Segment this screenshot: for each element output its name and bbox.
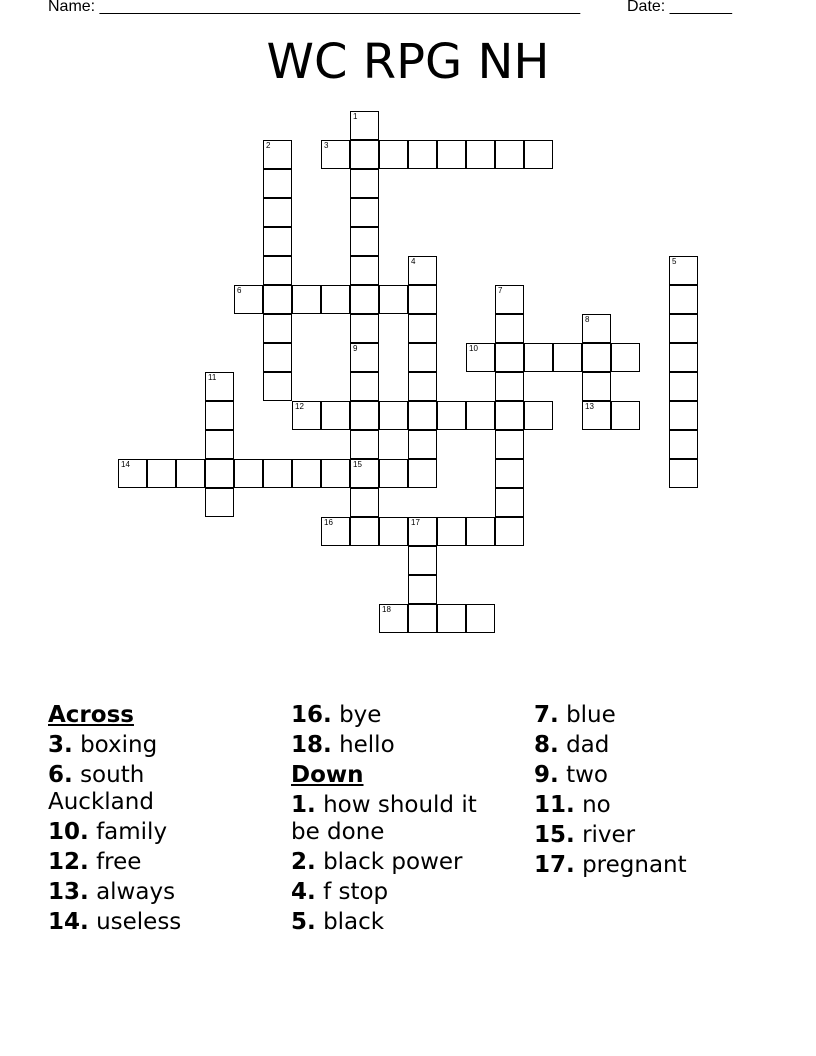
crossword-cell[interactable]: [669, 256, 698, 285]
crossword-cell[interactable]: [466, 140, 495, 169]
crossword-cell[interactable]: [466, 343, 495, 372]
crossword-cell[interactable]: [669, 401, 698, 430]
crossword-cell[interactable]: [669, 314, 698, 343]
crossword-cell[interactable]: [611, 343, 640, 372]
crossword-cell[interactable]: [669, 372, 698, 401]
crossword-cell[interactable]: [350, 372, 379, 401]
crossword-cell[interactable]: [263, 285, 292, 314]
crossword-cell[interactable]: [408, 140, 437, 169]
crossword-cell[interactable]: [321, 459, 350, 488]
crossword-cell[interactable]: [205, 401, 234, 430]
crossword-cell[interactable]: [495, 140, 524, 169]
crossword-cell[interactable]: [379, 604, 408, 633]
crossword-cell[interactable]: [495, 459, 524, 488]
clue-column-3: [534, 702, 734, 882]
clue-number: 5: [672, 257, 677, 266]
across-heading: Across: [48, 702, 134, 728]
crossword-cell[interactable]: [292, 285, 321, 314]
crossword-cell[interactable]: [466, 604, 495, 633]
crossword-cell[interactable]: [350, 401, 379, 430]
crossword-cell[interactable]: [263, 140, 292, 169]
crossword-cell[interactable]: [205, 488, 234, 517]
crossword-cell[interactable]: [611, 401, 640, 430]
crossword-cell[interactable]: [118, 459, 147, 488]
clue-down-1: 1. how should it be done: [291, 792, 477, 845]
clue-number: 16: [324, 518, 333, 527]
clue-across-10: 10. family: [48, 819, 168, 845]
crossword-cell[interactable]: [379, 459, 408, 488]
clue-number: 15: [353, 460, 362, 469]
crossword-cell[interactable]: [263, 256, 292, 285]
crossword-cell[interactable]: [321, 517, 350, 546]
crossword-cell[interactable]: [350, 314, 379, 343]
clue-across-18: 18. hello: [291, 732, 395, 758]
crossword-cell[interactable]: [408, 256, 437, 285]
crossword-cell[interactable]: [408, 546, 437, 575]
clue-number: 14: [121, 460, 130, 469]
clue-across-6: 6. south Auckland: [48, 762, 154, 815]
clue-down-17: 17. pregnant: [534, 852, 687, 878]
clue-number: 10: [469, 344, 478, 353]
clue-across-14: 14. useless: [48, 909, 182, 935]
crossword-cell[interactable]: [669, 430, 698, 459]
crossword-cell[interactable]: [350, 227, 379, 256]
crossword-cell[interactable]: [350, 256, 379, 285]
clue-across-12: 12. free: [48, 849, 142, 875]
crossword-cell[interactable]: [292, 401, 321, 430]
crossword-cell[interactable]: [379, 401, 408, 430]
clue-column-2: [291, 702, 491, 939]
clue-down-15: 15. river: [534, 822, 636, 848]
crossword-cell[interactable]: [350, 111, 379, 140]
clue-across-13: 13. always: [48, 879, 176, 905]
crossword-cell[interactable]: [263, 169, 292, 198]
crossword-cell[interactable]: [263, 459, 292, 488]
crossword-cell[interactable]: [495, 285, 524, 314]
crossword-cell[interactable]: [495, 488, 524, 517]
crossword-cell[interactable]: [553, 343, 582, 372]
crossword-cell[interactable]: [379, 517, 408, 546]
crossword-cell[interactable]: [495, 343, 524, 372]
clue-across-3: 3. boxing: [48, 732, 158, 758]
crossword-cell[interactable]: [582, 314, 611, 343]
date-label: Date: _______: [627, 0, 732, 15]
crossword-cell[interactable]: [495, 372, 524, 401]
crossword-cell[interactable]: [350, 198, 379, 227]
crossword-cell[interactable]: [408, 604, 437, 633]
crossword-cell[interactable]: [466, 401, 495, 430]
crossword-cell[interactable]: [350, 285, 379, 314]
crossword-cell[interactable]: [495, 430, 524, 459]
crossword-cell[interactable]: [669, 343, 698, 372]
crossword-cell[interactable]: [437, 517, 466, 546]
crossword-cell[interactable]: [263, 343, 292, 372]
crossword-cell[interactable]: [466, 517, 495, 546]
clue-down-2: 2. black power: [291, 849, 463, 875]
clue-across-16: 16. bye: [291, 702, 382, 728]
crossword-cell[interactable]: [408, 314, 437, 343]
crossword-cell[interactable]: [147, 459, 176, 488]
crossword-cell[interactable]: [582, 343, 611, 372]
clue-number: 12: [295, 402, 304, 411]
crossword-cell[interactable]: [582, 401, 611, 430]
crossword-cell[interactable]: [263, 314, 292, 343]
crossword-cell[interactable]: [205, 372, 234, 401]
crossword-cell[interactable]: [408, 575, 437, 604]
crossword-cell[interactable]: [321, 285, 350, 314]
crossword-cell[interactable]: [495, 314, 524, 343]
crossword-cell[interactable]: [437, 140, 466, 169]
crossword-cell[interactable]: [437, 604, 466, 633]
crossword-cell[interactable]: [205, 430, 234, 459]
crossword-cell[interactable]: [350, 459, 379, 488]
crossword-cell[interactable]: [350, 169, 379, 198]
clue-number: 18: [382, 605, 391, 614]
crossword-cell[interactable]: [350, 488, 379, 517]
clue-down-5: 5. black: [291, 909, 385, 935]
clue-number: 2: [266, 141, 271, 150]
crossword-cell[interactable]: [263, 227, 292, 256]
puzzle-title: WC RPG NH: [266, 34, 550, 90]
crossword-cell[interactable]: [408, 285, 437, 314]
clue-down-4: 4. f stop: [291, 879, 389, 905]
clue-down-11: 11. no: [534, 792, 611, 818]
crossword-cell[interactable]: [524, 140, 553, 169]
crossword-cell[interactable]: [321, 401, 350, 430]
crossword-cell[interactable]: [350, 343, 379, 372]
clue-number: 11: [208, 373, 217, 382]
clue-number: 9: [353, 344, 358, 353]
crossword-cell[interactable]: [350, 430, 379, 459]
down-heading: Down: [291, 762, 364, 788]
crossword-cell[interactable]: [669, 285, 698, 314]
crossword-cell[interactable]: [350, 140, 379, 169]
clue-number: 17: [411, 518, 420, 527]
crossword-cell[interactable]: [263, 198, 292, 227]
crossword-cell[interactable]: [437, 401, 466, 430]
crossword-cell[interactable]: [524, 401, 553, 430]
crossword-cell[interactable]: [495, 401, 524, 430]
clue-number: 7: [498, 286, 503, 295]
crossword-cell[interactable]: [669, 459, 698, 488]
clue-number: 1: [353, 112, 358, 121]
crossword-cell[interactable]: [524, 343, 553, 372]
crossword-cell[interactable]: [205, 459, 234, 488]
clue-list: [48, 702, 788, 962]
crossword-cell[interactable]: [176, 459, 205, 488]
clue-down-7: 7. blue: [534, 702, 616, 728]
clue-number: 13: [585, 402, 594, 411]
clue-down-8: 8. dad: [534, 732, 610, 758]
crossword-cell[interactable]: [408, 459, 437, 488]
crossword-cell[interactable]: [408, 430, 437, 459]
crossword-cell[interactable]: [292, 459, 321, 488]
crossword-cell[interactable]: [408, 372, 437, 401]
crossword-cell[interactable]: [321, 140, 350, 169]
clue-down-9: 9. two: [534, 762, 608, 788]
crossword-cell[interactable]: [350, 517, 379, 546]
crossword-cell[interactable]: [408, 517, 437, 546]
crossword-cell[interactable]: [495, 517, 524, 546]
clue-number: 6: [237, 286, 242, 295]
crossword-cell[interactable]: [234, 285, 263, 314]
crossword-cell[interactable]: [379, 285, 408, 314]
clue-number: 4: [411, 257, 416, 266]
clue-number: 8: [585, 315, 590, 324]
clue-column-1: [48, 702, 248, 939]
crossword-cell[interactable]: [408, 343, 437, 372]
crossword-cell[interactable]: [234, 459, 263, 488]
name-label: Name: ______________________________________________________: [48, 0, 581, 15]
crossword-cell[interactable]: [263, 372, 292, 401]
crossword-cell[interactable]: [582, 372, 611, 401]
crossword-cell[interactable]: [379, 140, 408, 169]
clue-number: 3: [324, 141, 329, 150]
crossword-cell[interactable]: [408, 401, 437, 430]
